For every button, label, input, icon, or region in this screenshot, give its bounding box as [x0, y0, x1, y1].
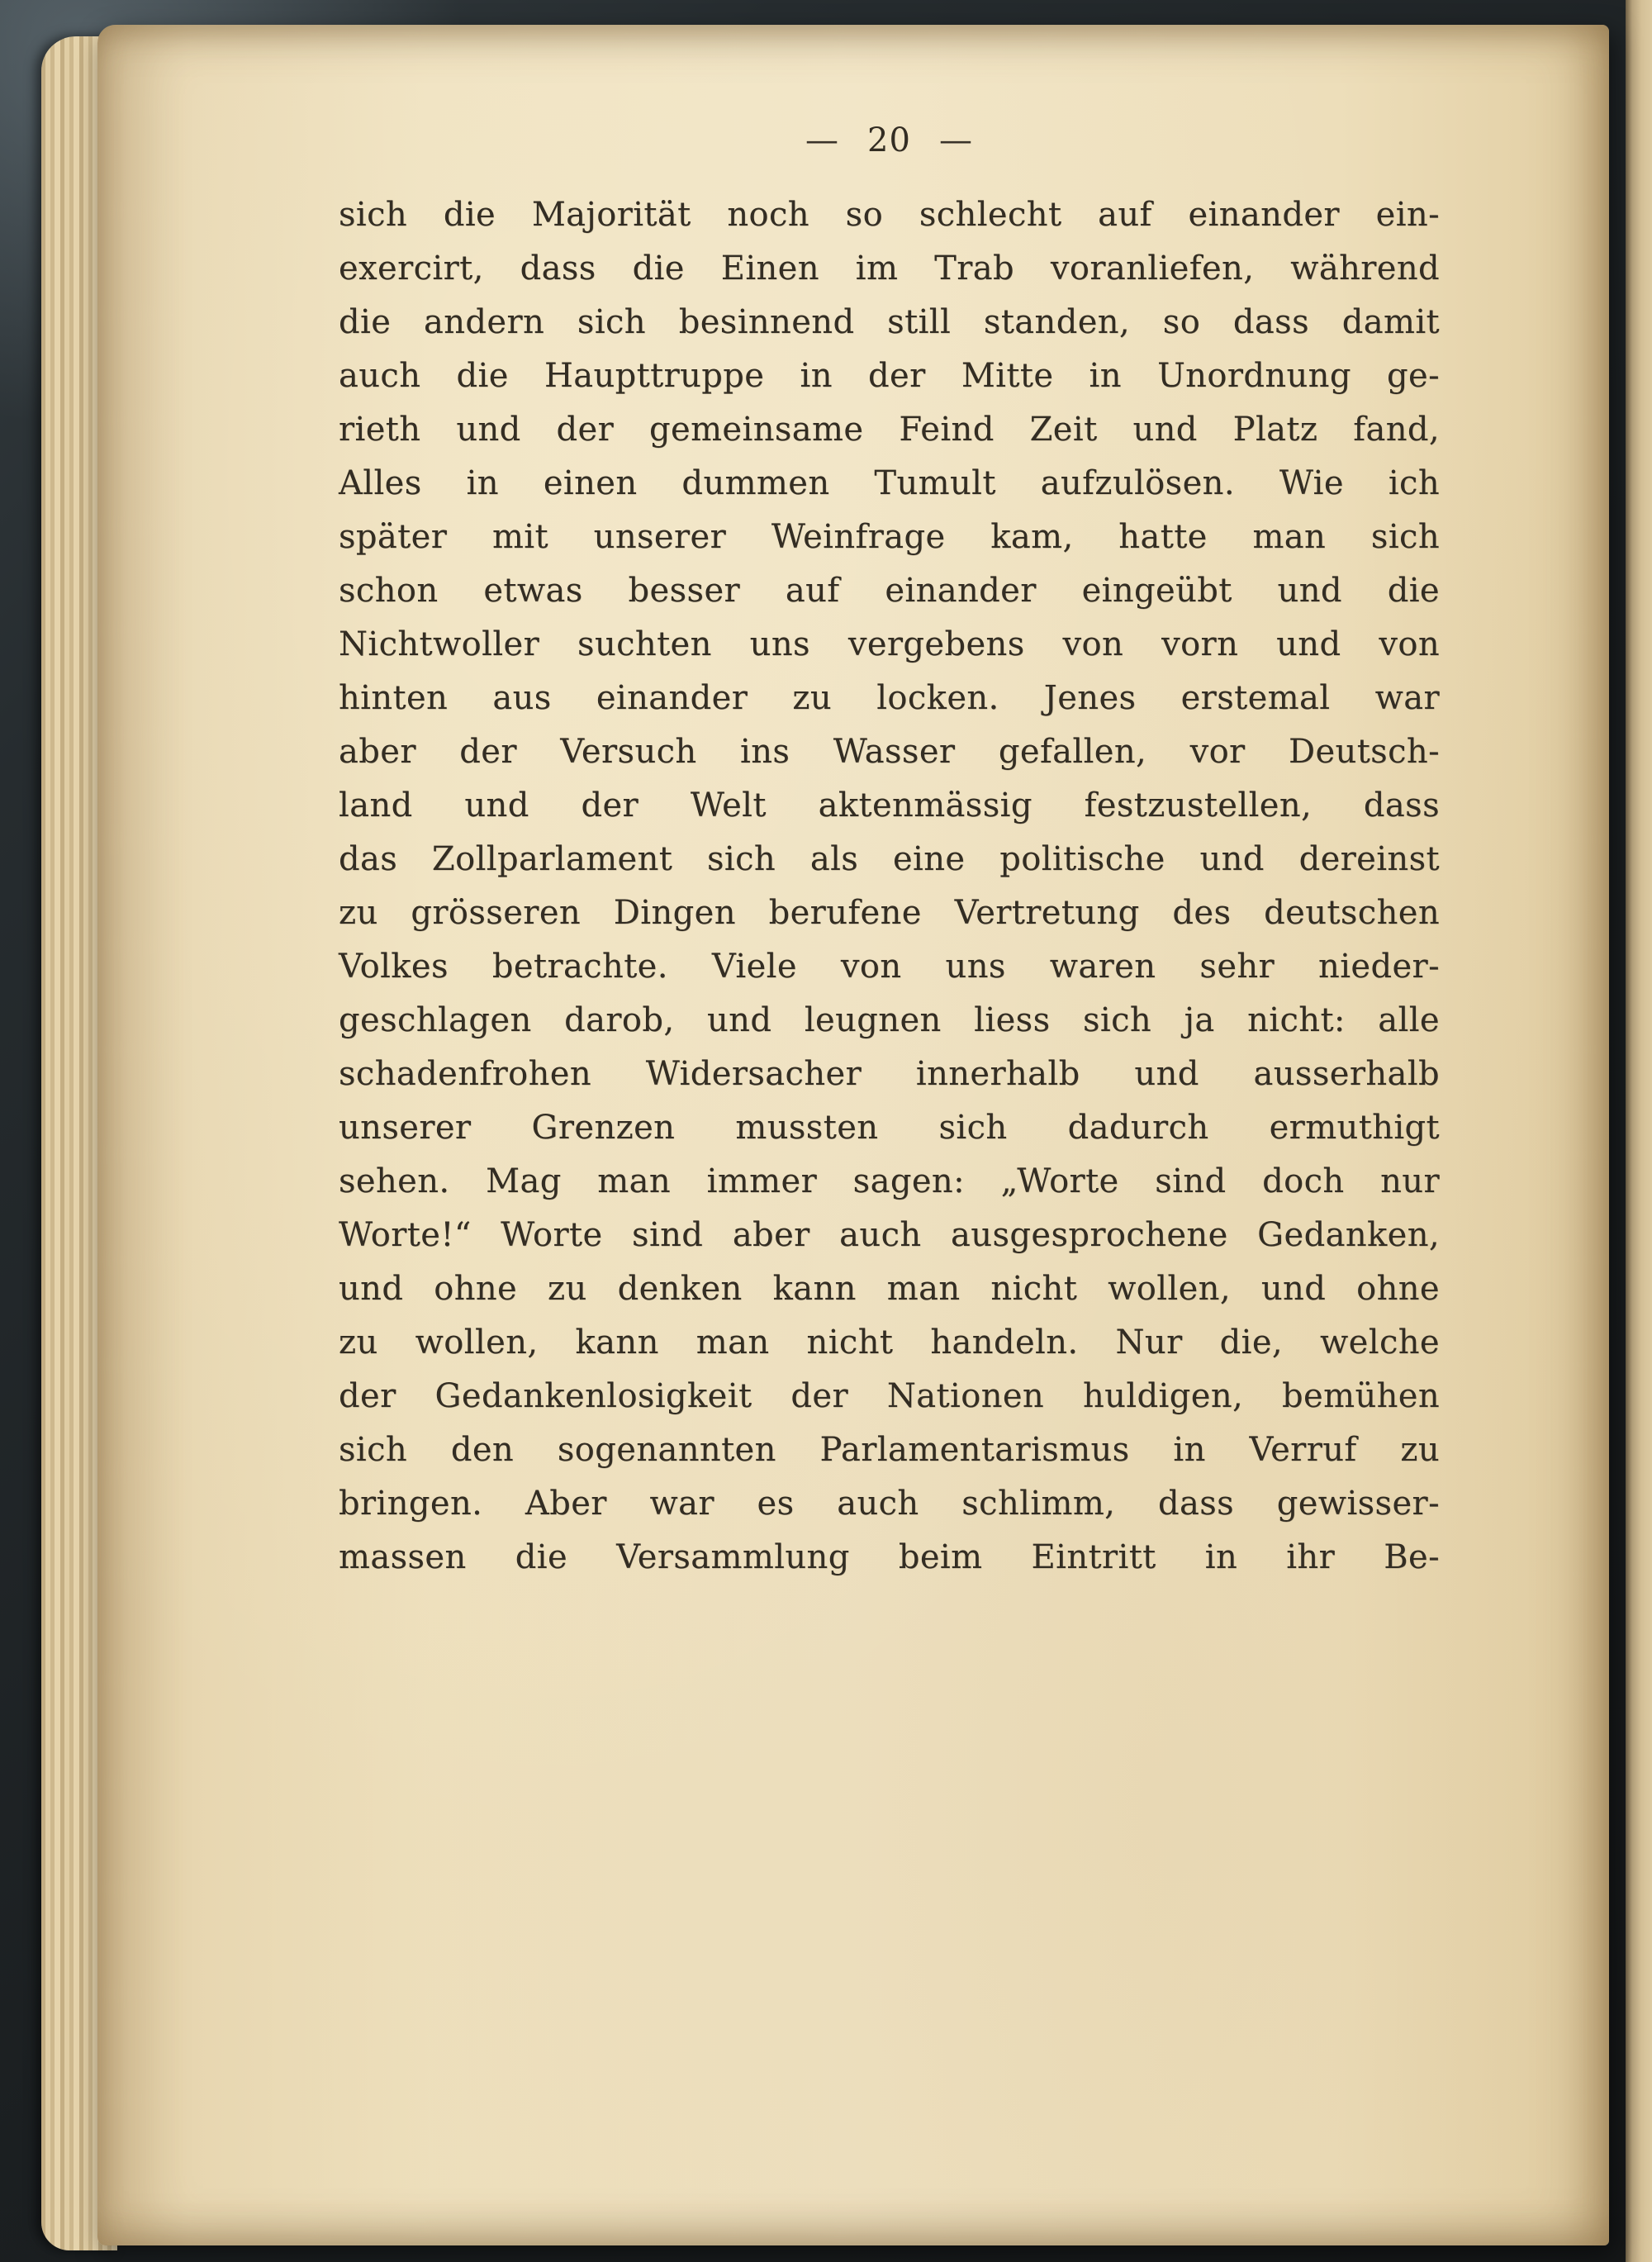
next-page-edge [1626, 0, 1652, 2262]
text-block [339, 114, 1440, 1585]
text-line: aber der Versuch ins Wasser gefallen, vor Deutsch- [339, 733, 1440, 771]
text-line: rieth und der gemeinsame Feind Zeit und Platz fand, [339, 411, 1440, 449]
text-line: später mit unserer Weinfrage kam, hatte man sich [339, 518, 1440, 556]
text-line: schon etwas besser auf einander eingeübt und die [339, 572, 1440, 610]
text-line: Alles in einen dummen Tumult aufzulösen. Wie ich [339, 464, 1440, 502]
text-line: sich die Majorität noch so schlecht auf einander ein- [339, 196, 1440, 234]
text-line: massen die Versammlung beim Eintritt in ihr Be- [339, 1538, 1440, 1576]
text-line: sehen. Mag man immer sagen: „Worte sind doch nur [339, 1162, 1440, 1200]
header-left-dash: — [805, 121, 840, 159]
text-line: unserer Grenzen mussten sich dadurch ermuthigt [339, 1109, 1440, 1147]
page-number: 20 [867, 121, 911, 159]
text-line: zu wollen, kann man nicht handeln. Nur die, welche [339, 1323, 1440, 1361]
text-line: bringen. Aber war es auch schlimm, dass gewisser- [339, 1485, 1440, 1523]
book-page [97, 25, 1609, 2245]
text-line: zu grösseren Dingen berufene Vertretung des deutschen [339, 894, 1440, 932]
text-line: land und der Welt aktenmässig festzustellen, dass [339, 786, 1440, 824]
text-line: Nichtwoller suchten uns vergebens von vorn und von [339, 625, 1440, 663]
text-line: die andern sich besinnend still standen, so dass damit [339, 303, 1440, 341]
text-line: exercirt, dass die Einen im Trab voranliefen, während [339, 249, 1440, 288]
header-right-dash: — [938, 121, 973, 159]
text-line: der Gedankenlosigkeit der Nationen huldigen, bemühen [339, 1377, 1440, 1415]
text-line: Worte!“ Worte sind aber auch ausgesprochene Gedanken, [339, 1216, 1440, 1254]
text-line: Volkes betrachte. Viele von uns waren sehr nieder- [339, 948, 1440, 986]
text-line: hinten aus einander zu locken. Jenes erstemal war [339, 679, 1440, 717]
text-line: und ohne zu denken kann man nicht wollen, und ohne [339, 1270, 1440, 1308]
text-line: schadenfrohen Widersacher innerhalb und ausserhalb [339, 1055, 1440, 1093]
text-line: sich den sogenannten Parlamentarismus in Verruf zu [339, 1431, 1440, 1469]
text-line: auch die Haupttruppe in der Mitte in Unordnung ge- [339, 357, 1440, 395]
running-head [339, 114, 1440, 167]
text-line: geschlagen darob, und leugnen liess sich ja nicht: alle [339, 1001, 1440, 1039]
text-line: das Zollparlament sich als eine politische und dereinst [339, 840, 1440, 878]
body-text [339, 188, 1440, 1585]
